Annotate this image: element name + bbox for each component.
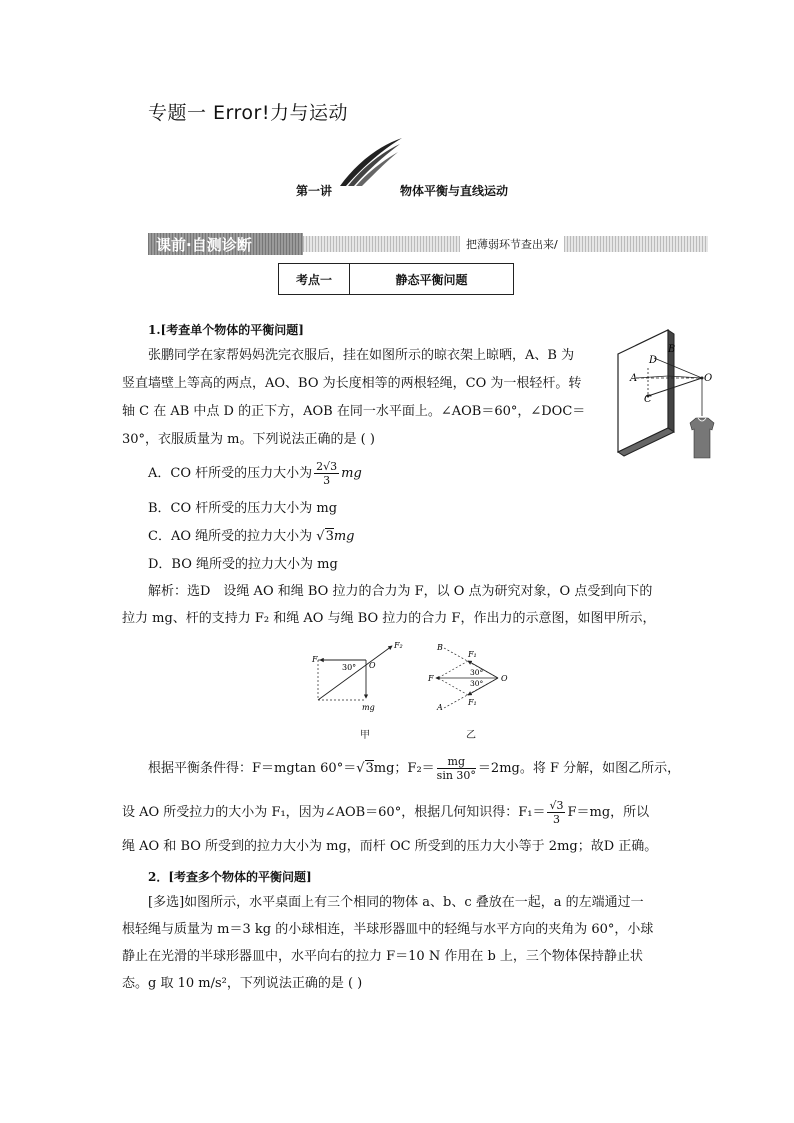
q1-solution-radicand: 3 xyxy=(365,761,374,776)
q1-solution-line-3-part-a: 根据平衡条件得：F＝mgtan 60°＝ xyxy=(148,761,357,776)
q1-option-a-numerator: 2√3 xyxy=(316,460,338,473)
q1-solution-fraction-2 xyxy=(547,799,565,826)
topic-box-label: 考点一 xyxy=(279,264,350,294)
q1-line-1: 张鹏同学在家帮妈妈洗完衣服后，挂在如图所示的晾衣架上晾晒，A、B 为 xyxy=(148,348,575,363)
q1-solution-line-4-part-b: F＝mg，所以 xyxy=(567,805,650,820)
q1-option-a-fraction xyxy=(314,460,339,487)
q2-line-3: 静止在光滑的半球形器皿中，水平向右的拉力 F＝10 N 作用在 b 上，三个物体保持静止状 xyxy=(122,949,643,964)
q1-solution-fraction-2-denominator: 3 xyxy=(552,813,560,826)
q1-solution-line-4 xyxy=(122,799,649,826)
yi-label-angle-bottom: 30° xyxy=(470,679,484,688)
wall-label-o: O xyxy=(704,373,713,384)
figure-yi-caption: 乙 xyxy=(466,730,476,741)
q1-solution-fraction-1-numerator: mg xyxy=(437,755,476,769)
lecture-title: 物体平衡与直线运动 xyxy=(400,184,509,198)
yi-label-a: A xyxy=(437,703,443,712)
force-diagram-yi xyxy=(424,640,516,714)
wall-label-d: D xyxy=(649,355,658,366)
q2-heading: 2．[考查多个物体的平衡问题] xyxy=(148,870,312,884)
q1-option-c-radicand: 3 xyxy=(325,529,334,544)
q1-option-a-prefix: A．CO 杆所受的压力大小为 xyxy=(148,466,313,481)
q1-option-a-denominator: 3 xyxy=(323,474,331,487)
q2-line-2: 根轻绳与质量为 m＝3 kg 的小球相连，半球形器皿中的轻绳与水平方向的夹角为 60°，小球 xyxy=(122,922,654,937)
section-banner xyxy=(148,233,708,255)
q1-solution-line-1: 解析：选D 设绳 AO 和绳 BO 拉力的合力为 F，以 O 点为研究对象，O 点受到向下的 xyxy=(148,584,653,599)
topic-box xyxy=(278,263,514,295)
banner-right-text: 把薄弱环节查出来/ xyxy=(460,236,564,252)
q1-line-3: 轴 C 在 AB 中点 D 的正下方，AOB 在同一水平面上。∠AOB＝60°，∠DOC＝ xyxy=(122,404,586,419)
q1-line-2: 竖直墙壁上等高的两点，AO、BO 为长度相等的两根轻绳，CO 为一根轻杆。转 xyxy=(122,376,582,391)
force-diagram-jia xyxy=(308,640,408,720)
q1-solution-fraction-1 xyxy=(437,755,476,782)
wall-label-b: B xyxy=(668,344,676,355)
q1-option-c xyxy=(148,524,355,550)
q1-option-a-suffix: mg xyxy=(341,466,362,481)
q1-heading: 1.[考查单个物体的平衡问题] xyxy=(148,323,304,337)
q1-option-b: B．CO 杆所受的压力大小为 mg xyxy=(148,501,338,516)
q1-solution-line-4-part-a: 设 AO 所受拉力的大小为 F₁，因为∠AOB＝60°，根据几何知识得：F₁＝ xyxy=(122,805,546,820)
yi-label-f1-bottom: F₁ xyxy=(468,698,477,707)
brush-stroke-decoration xyxy=(338,136,404,188)
q1-solution-line-3 xyxy=(148,755,680,782)
q1-option-a xyxy=(148,460,362,487)
clothes-hanger-figure xyxy=(612,328,724,464)
q1-option-c-sqrt-sign: √ xyxy=(316,529,325,544)
jia-label-o: O xyxy=(369,661,376,670)
yi-label-o: O xyxy=(501,674,508,683)
jia-label-angle: 30° xyxy=(342,663,357,672)
q1-solution-sqrt-sign: √ xyxy=(356,761,365,776)
q1-solution-line-2: 拉力 mg、杆的支持力 F₂ 和绳 AO 与绳 BO 拉力的合力 F，作出力的示意图，如图甲所示， xyxy=(122,611,656,626)
q1-option-d: D．BO 绳所受的拉力大小为 mg xyxy=(148,557,338,572)
yi-label-angle-top: 30° xyxy=(470,668,484,677)
jia-label-mg: mg xyxy=(362,703,375,712)
page-title: 专题一 Error!力与运动 xyxy=(148,102,348,124)
q1-option-c-suffix: mg xyxy=(333,529,355,544)
q1-solution-line-5: 绳 AO 和 BO 所受到的拉力大小为 mg，而杆 OC 所受到的压力大小等于 2mg；故D 正确。 xyxy=(122,839,658,854)
q1-solution-fraction-1-denominator: sin 30° xyxy=(436,769,476,782)
lecture-number: 第一讲 xyxy=(296,184,333,198)
wall-label-c: C xyxy=(644,394,652,405)
yi-label-f: F xyxy=(428,674,434,683)
q1-solution-line-3-part-b: mg；F₂＝ xyxy=(373,761,435,776)
jia-label-f: F xyxy=(312,655,318,664)
figure-jia-caption: 甲 xyxy=(360,730,370,741)
q1-option-c-prefix: C．AO 绳所受的拉力大小为 xyxy=(148,529,317,544)
q1-solution-line-3-part-c: ＝2mg。将 F 分解，如图乙所示， xyxy=(477,761,681,776)
wall-label-a: A xyxy=(630,373,638,384)
yi-label-b: B xyxy=(437,643,443,652)
banner-label: 课前·自测诊断 xyxy=(156,236,252,254)
q2-line-4: 态。g 取 10 m/s²，下列说法正确的是 ( ) xyxy=(122,976,363,991)
q1-line-4: 30°，衣服质量为 m。下列说法正确的是 ( ) xyxy=(122,432,375,447)
jia-label-f2: F₂ xyxy=(394,641,403,650)
q1-solution-fraction-2-numerator: √3 xyxy=(549,799,564,812)
topic-box-title: 静态平衡问题 xyxy=(395,272,468,287)
q2-line-1: [多选]如图所示，水平桌面上有三个相同的物体 a、b、c 叠放在一起，a 的左端通过一 xyxy=(148,895,644,910)
yi-label-f1-top: F₁ xyxy=(468,650,477,659)
